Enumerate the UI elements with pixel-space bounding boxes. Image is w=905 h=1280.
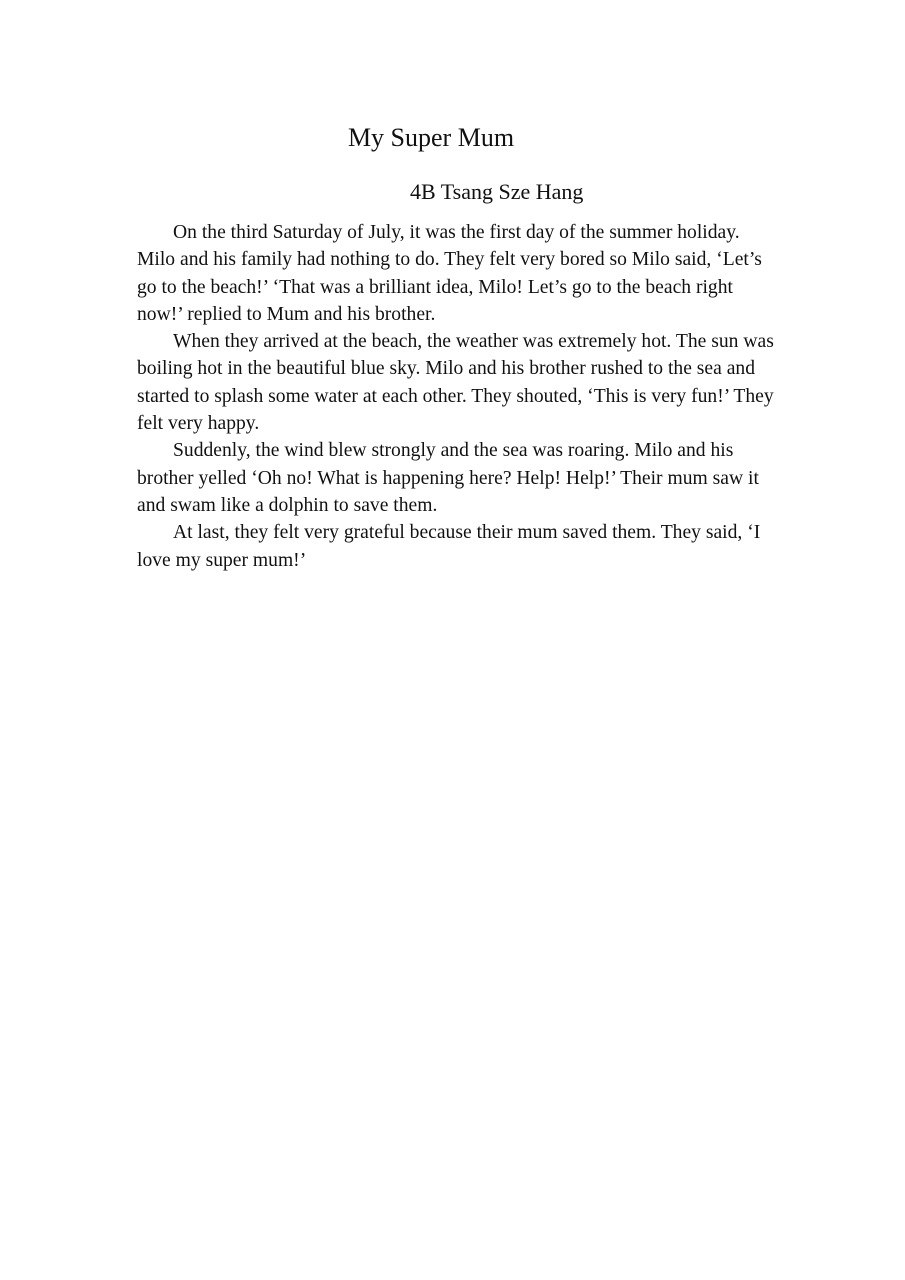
story-body: [137, 219, 777, 574]
paragraph-4: At last, they felt very grateful because their mum saved them. They said, ‘I love my super mum!’: [137, 522, 761, 571]
author-line: 4B Tsang Sze Hang: [410, 179, 584, 204]
paragraph-1: On the third Saturday of July, it was the first day of the summer holiday. Milo and his family had nothing to do. They felt very bored so Milo said, ‘Let’s go to the beach!’ ‘That was a brilliant idea, Milo! Let’s go to the beach right now!’ replied to Mum and his brother.: [137, 222, 762, 325]
page-title: My Super Mum: [347, 123, 515, 152]
paragraph-3: Suddenly, the wind blew strongly and the sea was roaring. Milo and his brother yelled ‘Oh no! What is happening here? Help! Help!’ Their mum saw it and swam like a dolphin to save them.: [137, 440, 759, 516]
paragraph-2: When they arrived at the beach, the weather was extremely hot. The sun was boiling hot in the beautiful blue sky. Milo and his brother rushed to the sea and started to splash some water at each other. They shouted, ‘This is very fun!’ They felt very happy.: [137, 331, 774, 435]
